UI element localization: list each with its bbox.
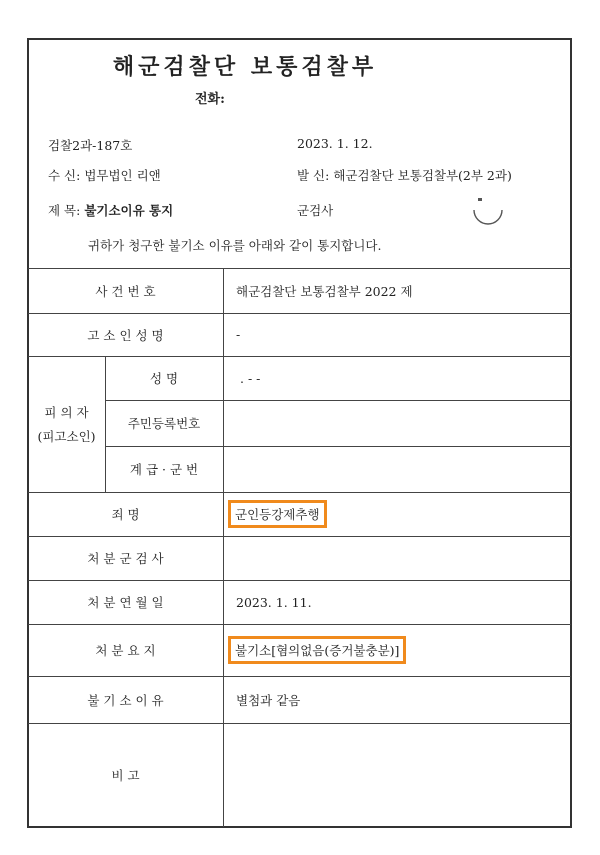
disposition-value: 불기소[혐의없음(증거불충분)]	[228, 636, 406, 664]
reason-label: 불 기 소 이 유	[87, 692, 164, 708]
document-title: 해군검찰단 보통검찰부	[112, 54, 378, 80]
disposition-date-value: 2023. 1. 11.	[236, 594, 312, 610]
phone-label: 전화:	[195, 92, 225, 107]
subject-row	[48, 201, 173, 219]
charge-label: 죄 명	[111, 507, 140, 522]
name-label: 성 명	[149, 371, 179, 386]
notice-text: 귀하가 청구한 불기소 이유를 아래와 같이 통지합니다.	[88, 238, 382, 253]
case-number-value: 해군검찰단 보통검찰부 2022 제	[236, 283, 413, 299]
official-seal-icon	[470, 190, 506, 226]
disposition-label: 처 분 요 지	[95, 643, 156, 658]
subject-value: 불기소이유 통지	[84, 203, 174, 218]
column-divider	[223, 268, 224, 827]
disposition-date-label: 처 분 연 월 일	[87, 595, 164, 610]
suspect-label	[28, 356, 105, 492]
complainant-value: -	[236, 327, 241, 342]
remarks-label: 비 고	[111, 768, 140, 783]
case-number-label: 사 건 번 호	[95, 283, 156, 299]
document-number: 검찰2과-187호	[48, 138, 133, 153]
suspect-label-line1: 피 의 자	[44, 405, 89, 420]
complainant-label: 고 소 인 성 명	[87, 327, 164, 343]
rrn-label: 주민등록번호	[127, 416, 201, 431]
recipient-label: 수 신:	[48, 168, 81, 183]
charge-value-cell	[228, 492, 327, 536]
charge-value: 군인등강제추행	[228, 500, 327, 528]
suspect-label-line2: (피고소인)	[37, 429, 96, 444]
disposition-value-cell	[228, 624, 406, 676]
recipient-row	[48, 166, 161, 184]
sender-row	[297, 166, 512, 184]
document-date: 2023. 1. 12.	[297, 136, 373, 151]
reason-value: 별첨과 같음	[236, 692, 301, 708]
sender-value: 해군검찰단 보통검찰부(2부 2과)	[333, 168, 512, 183]
recipient-value: 법무법인 리앤	[84, 168, 161, 183]
prosecutor-label: 처 분 군 검 사	[87, 551, 164, 566]
rank-label: 계 급 · 군 번	[129, 462, 199, 477]
sender-title: 군검사	[297, 203, 334, 218]
sender-label: 발 신:	[297, 168, 330, 183]
subject-label: 제 목:	[48, 203, 81, 218]
name-value: . - -	[240, 370, 261, 386]
